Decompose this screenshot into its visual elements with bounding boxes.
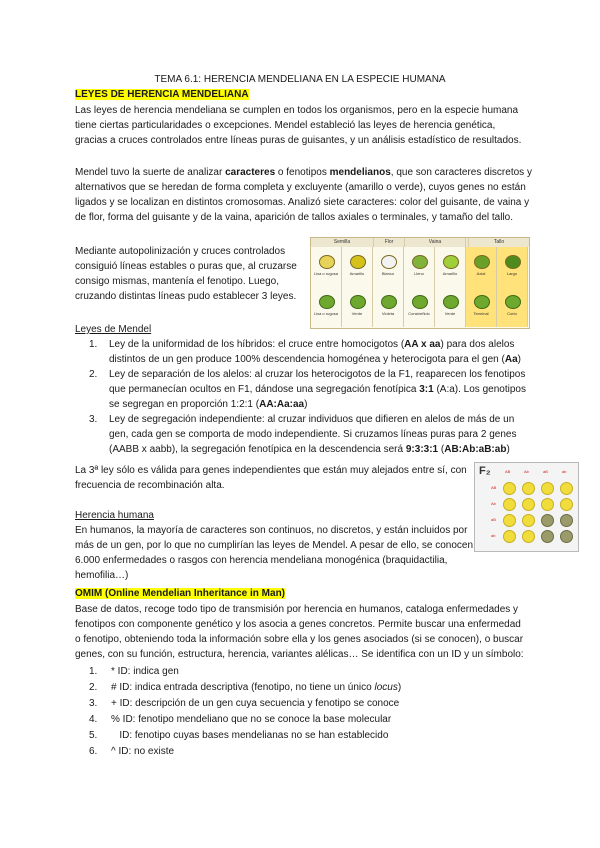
human-paragraph <box>75 523 475 583</box>
pea-shape <box>319 295 335 309</box>
f2-pea-dot <box>522 498 535 511</box>
item-number: 2. <box>89 682 98 693</box>
pea-shape <box>412 295 428 309</box>
pea-column <box>466 247 497 327</box>
intro-line: gracias a cruces controlados entre líneas puras de guisantes, y un análisis estadístico de resultados. <box>75 135 522 146</box>
pea-characters-figure <box>310 237 530 329</box>
pea-shape <box>319 255 335 269</box>
pea-shape <box>350 255 366 269</box>
omim-line: o fenotipo, obteniendo toda la información sobre ella y los genes asociados (si se conocen), o buscar <box>75 634 524 645</box>
pea-shape <box>474 295 490 309</box>
omim-item <box>89 680 401 696</box>
f2-pea-dot <box>522 482 535 495</box>
f2-pea-dot <box>503 530 516 543</box>
f2-pea-dot <box>503 498 516 511</box>
law-line <box>109 442 549 457</box>
laws-list <box>89 337 549 457</box>
f2-pea-dot <box>560 482 573 495</box>
omim-heading-text: OMIM (Online Mendelian Inheritance in Man) <box>75 588 286 599</box>
bold-term: AB:Ab:aB:ab <box>444 444 507 455</box>
law-line <box>109 352 549 367</box>
f2-row-header: AB <box>491 485 497 490</box>
text-run: distintos de un gen produce 100% descendencia homogénea y heterocigota para el gen ( <box>109 354 505 365</box>
pea-label: Amarillo <box>442 271 458 276</box>
text-run: (AABB x aabb), la segregación fenotípica en la descendencia será <box>109 444 406 455</box>
pea-shape <box>381 255 397 269</box>
f2-col-header: Ab <box>524 469 529 474</box>
pea-specimen-top <box>311 251 341 277</box>
mendel-line: ligados y se localizan en distintos cromosomas. Analizó siete caracteres: color del guisante, de vaina y <box>75 197 530 208</box>
pea-specimen-top <box>373 251 403 277</box>
italic-term: locus <box>374 682 398 693</box>
pea-header: Semilla <box>311 238 374 247</box>
law-line <box>109 397 549 412</box>
f2-pea-dot <box>541 514 554 527</box>
bold-term: 3:1 <box>419 384 434 395</box>
third-law-note <box>75 463 475 493</box>
pea-label: Largo <box>506 271 518 276</box>
pea-shape <box>505 255 521 269</box>
text-run: ( <box>438 444 445 455</box>
law-item <box>89 412 549 457</box>
text-run: o fenotipos <box>275 167 330 178</box>
f2-pea-dot <box>560 514 573 527</box>
text-run: que permanecían ocultos en F1, dándose una segregación fenotípica <box>109 384 420 395</box>
pea-label: Lisa o rugosa <box>313 271 338 276</box>
pea-column <box>435 247 466 327</box>
omim-symbols-list <box>89 664 401 760</box>
pea-column <box>342 247 373 327</box>
text-run: se segregan en proporción 1:2:1 ( <box>109 399 260 410</box>
item-number: 1. <box>89 666 98 677</box>
f2-pea-dot <box>503 514 516 527</box>
section-heading-leyes <box>75 87 249 102</box>
omim-item <box>89 744 401 760</box>
pea-header: Flor <box>374 238 405 247</box>
pea-header: Tallo <box>469 238 529 247</box>
item-text: ID: fenotipo cuyas bases mendelianas no se han establecido <box>111 730 389 741</box>
item-number: 5. <box>89 730 98 741</box>
section-heading-text: LEYES DE HERENCIA MENDELIANA <box>75 89 249 100</box>
item-text: # ID: indica entrada descriptiva (fenotipo, no tiene un único <box>111 682 375 693</box>
f2-pea-dot <box>522 530 535 543</box>
pea-column <box>404 247 435 327</box>
pea-shape <box>474 255 490 269</box>
law-number: 3. <box>89 414 98 425</box>
law-item <box>89 337 549 367</box>
f2-pea-dot <box>541 530 554 543</box>
omim-item <box>89 712 401 728</box>
f2-row-header: aB <box>491 517 496 522</box>
intro-paragraph <box>75 103 535 148</box>
omim-paragraph <box>75 602 555 662</box>
bold-term: caracteres <box>225 167 276 178</box>
law-line: Ley de segregación independiente: al cruzar individuos que difieren en alelos de más de un <box>109 414 515 425</box>
mendel-paragraph <box>75 165 545 225</box>
f2-pea-dot <box>522 514 535 527</box>
f2-row-header: ab <box>491 533 496 538</box>
pea-label: Lleno <box>414 271 424 276</box>
text-run: ) para dos alelos <box>440 339 515 350</box>
f2-pea-dot <box>560 530 573 543</box>
pea-label: Constreñido <box>408 311 430 316</box>
f2-col-header: AB <box>505 469 511 474</box>
item-text: ^ ID: no existe <box>111 746 175 757</box>
mendel-line <box>75 165 545 180</box>
pea-column <box>311 247 342 327</box>
item-number: 3. <box>89 698 98 709</box>
pea-specimen-bottom <box>466 291 496 317</box>
human-line: más de un gen, por lo que no cumplirían las leyes de Mendel. A pesar de ello, se conocen <box>75 540 474 551</box>
omim-line: Base de datos, recoge todo tipo de transmisión por herencia en humanos, cataloga enfermedades y <box>75 604 519 615</box>
autopolinizacion-paragraph <box>75 244 305 304</box>
page-title: TEMA 6.1: HERENCIA MENDELIANA EN LA ESPECIE HUMANA <box>154 74 446 85</box>
pea-specimen-top <box>466 251 496 277</box>
pea-label: Lisa o rugosa <box>313 311 338 316</box>
pea-label: Axial <box>476 271 486 276</box>
pea-label: Terminal <box>473 311 489 316</box>
law-number: 2. <box>89 369 98 380</box>
pea-label: Amarillo <box>349 271 365 276</box>
f2-pea-dot <box>560 498 573 511</box>
text-run: ) <box>304 399 308 410</box>
pea-specimen-bottom <box>311 291 341 317</box>
pea-shape <box>505 295 521 309</box>
omim-line: fenotipos con componente genético y los asocia a genes concretos. Permite buscar una enfermedad <box>75 619 521 630</box>
pea-shape <box>443 295 459 309</box>
pea-label: Blanco <box>381 271 395 276</box>
mendel-line: de flor, forma del guisante y de la vaina, aparición de tallos axiales o terminales, y tamaño del tallo. <box>75 212 514 223</box>
text-run: Mendel tuvo la suerte de analizar <box>75 167 226 178</box>
human-line: 6.000 enfermedades o rasgos con herencia mendeliana monogénica (braquidactilia, hemofilia…) <box>75 555 448 581</box>
pea-specimen-bottom <box>342 291 372 317</box>
law-line: gen, cada gen se comporta de modo independiente. Si cruzamos líneas puras para 2 genes <box>109 429 517 440</box>
text-run: , que son caracteres discretos y <box>390 167 532 178</box>
item-text: + ID: descripción de un gen cuya secuencia y fenotipo se conoce <box>111 698 400 709</box>
para-line: cruzando distintas líneas pudo establecer 3 leyes. <box>75 291 297 302</box>
intro-line: Las leyes de herencia mendeliana se cumplen en todos los organismos, pero en la especie humana <box>75 105 519 116</box>
pea-specimen-top <box>342 251 372 277</box>
pea-column <box>497 247 528 327</box>
pea-header: Vaina <box>405 238 466 247</box>
pea-label: Verde <box>351 311 363 316</box>
item-text: % ID: fenotipo mendeliano que no se conoce la base molecular <box>111 714 392 725</box>
pea-specimen-top <box>435 251 465 277</box>
pea-column <box>373 247 404 327</box>
pea-specimen-bottom <box>435 291 465 317</box>
note-line: frecuencia de recombinación alta. <box>75 480 225 491</box>
f2-pea-dot <box>541 498 554 511</box>
f2-punnett-figure <box>474 462 579 552</box>
para-line: Mediante autopolinización y cruces controlados <box>75 246 286 257</box>
pea-specimen-bottom <box>404 291 434 317</box>
omim-item <box>89 696 401 712</box>
text-run: ) <box>517 354 521 365</box>
text-run: ) <box>506 444 510 455</box>
para-line: consiguió líneas estables o puras que, al cruzarse <box>75 261 297 272</box>
omim-line: genes, con su función, estructura, herencia, variantes alélicas… Se identifica con un ID y un símbolo: <box>75 649 524 660</box>
law-line <box>109 337 549 352</box>
laws-heading: Leyes de Mendel <box>75 324 152 335</box>
item-text: ) <box>397 682 402 693</box>
law-item <box>89 367 549 412</box>
pea-specimen-bottom <box>373 291 403 317</box>
f2-pea-dot <box>503 482 516 495</box>
law-line <box>109 382 549 397</box>
item-number: 4. <box>89 714 98 725</box>
bold-term: 9:3:3:1 <box>405 444 439 455</box>
human-heading: Herencia humana <box>75 510 154 521</box>
intro-line: tiene ciertas particularidades o excepciones. Mendel estableció las leyes de herencia genética, <box>75 120 496 131</box>
pea-specimen-top <box>404 251 434 277</box>
law-number: 1. <box>89 339 98 350</box>
omim-item <box>89 664 401 680</box>
pea-specimen-bottom <box>497 291 527 317</box>
pea-label: Verde <box>444 311 456 316</box>
text-run: Ley de la uniformidad de los híbridos: el cruce entre homocigotos ( <box>109 339 405 350</box>
para-line: consigo mismas, mantenía el fenotipo. Luego, <box>75 276 280 287</box>
omim-heading <box>75 586 285 601</box>
f2-pea-dot <box>541 482 554 495</box>
f2-label: F₂ <box>479 465 491 477</box>
pea-shape <box>350 295 366 309</box>
bold-term: mendelianos <box>329 167 391 178</box>
law-line: Ley de separación de los alelos: al cruzar los heterocigotos de la F1, reaparecen los fenotipos <box>109 369 526 380</box>
bold-term: AA:Aa:aa <box>259 399 305 410</box>
human-line: En humanos, la mayoría de caracteres son continuos, no discretos, y están incluidos por <box>75 525 468 536</box>
pea-shape <box>443 255 459 269</box>
pea-specimen-top <box>497 251 527 277</box>
bold-term: Aa <box>504 354 518 365</box>
item-number: 6. <box>89 746 98 757</box>
pea-shape <box>412 255 428 269</box>
pea-label: Corto <box>507 311 517 316</box>
f2-row-header: Ab <box>491 501 496 506</box>
note-line: La 3ª ley sólo es válida para genes independientes que están muy alejados entre sí, con <box>75 465 467 476</box>
pea-label: Violeta <box>381 311 395 316</box>
text-run: (A:a). Los genotipos <box>433 384 526 395</box>
f2-col-header: ab <box>562 469 567 474</box>
bold-term: AA x aa <box>404 339 441 350</box>
omim-item <box>89 728 401 744</box>
f2-col-header: aB <box>543 469 548 474</box>
pea-shape <box>381 295 397 309</box>
item-text: * ID: indica gen <box>111 666 179 677</box>
mendel-line: alternativos que se heredan de forma completa y excluyente (amarillo o verde), cuyos genes no están <box>75 182 526 193</box>
